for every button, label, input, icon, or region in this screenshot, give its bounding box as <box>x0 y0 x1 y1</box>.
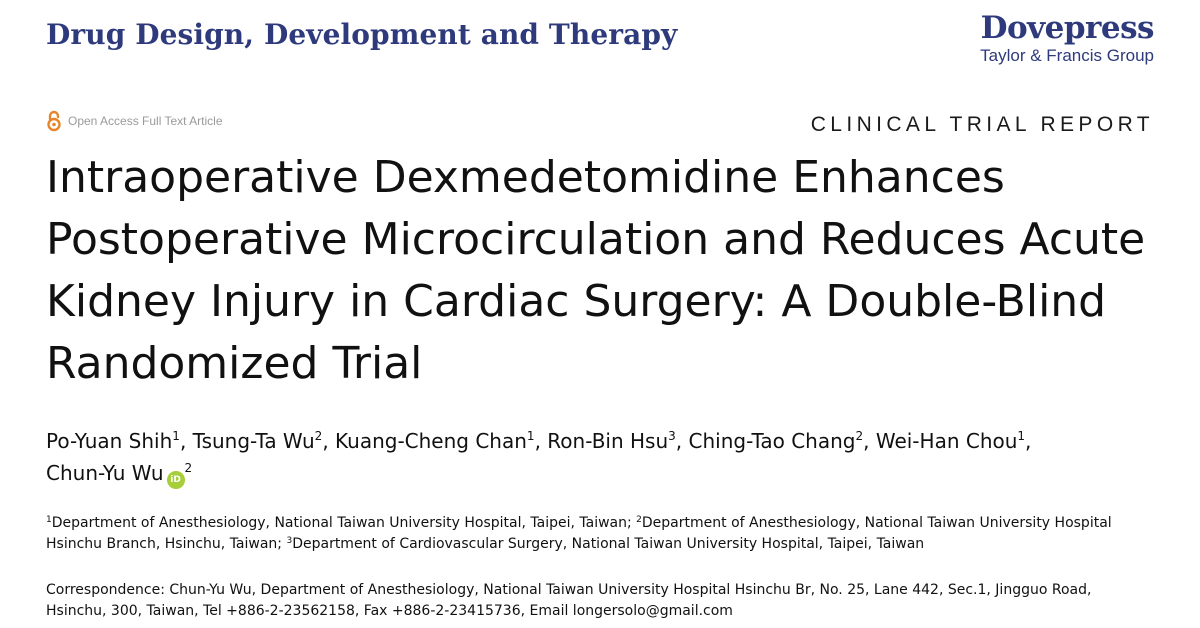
author-name[interactable]: Kuang-Cheng Chan$^1$, <box>335 429 541 453</box>
open-access-icon <box>46 110 62 132</box>
publisher-logo[interactable] <box>980 10 1154 66</box>
affiliation-marker: 2 <box>184 461 193 475</box>
author-name[interactable]: Ching-Tao Chang$^2$, <box>688 429 870 453</box>
affiliation-marker: 1 <box>1017 429 1026 443</box>
affiliation-marker: 1 <box>526 429 535 443</box>
affiliation-number: 2 <box>636 515 642 525</box>
affiliation-item <box>286 536 924 552</box>
article-type: CLINICAL TRIAL REPORT <box>810 113 1154 136</box>
affiliation-text: Department of Cardiovascular Surgery, National Taiwan University Hospital, Taipei, Taiwan <box>292 536 925 552</box>
author-list <box>46 425 1161 489</box>
orcid-icon[interactable]: iD <box>167 471 185 489</box>
author-name-text: Ron-Bin Hsu <box>547 429 669 453</box>
author-name-text: Kuang-Cheng Chan <box>335 429 527 453</box>
author-name-text: Wei-Han Chou <box>875 429 1018 453</box>
open-access-label: Open Access Full Text Article <box>68 114 223 128</box>
author-name-text: Ching-Tao Chang <box>688 429 856 453</box>
correspondence: Correspondence: Chun-Yu Wu, Department of Anesthesiology, National Taiwan University Hospital Hsinchu Br, No. 25, Lane 442, Sec.1, Jingguo Road, Hsinchu, 300, Taiwan, Tel +886-2-23562158, Fax +886-2-23415736, Email longersolo@gmail.com <box>46 582 1092 619</box>
open-access-badge <box>46 110 223 132</box>
article-title: Intraoperative Dexmedetomidine Enhances Postoperative Microcirculation and Reduces Acute Kidney Injury in Cardiac Surgery: A Double-Blind Randomized Trial <box>46 152 1146 389</box>
author-name[interactable]: Ron-Bin Hsu$^3$, <box>547 429 683 453</box>
affiliation-marker: 2 <box>314 429 323 443</box>
affiliation-item <box>46 515 632 531</box>
affiliations <box>46 513 1156 555</box>
affiliation-number: 3 <box>286 536 293 546</box>
author-name[interactable]: Po-Yuan Shih$^1$, <box>46 429 187 453</box>
affiliation-text: Department of Anesthesiology, National Taiwan University Hospital Hsinchu Branch, Hsinchu, Taiwan; <box>46 515 1112 552</box>
publisher-name: Dovepress <box>980 10 1154 46</box>
author-name-text: Tsung-Ta Wu <box>192 429 315 453</box>
affiliation-number: 1 <box>46 515 52 525</box>
affiliation-text: Department of Anesthesiology, National Taiwan University Hospital, Taipei, Taiwan; <box>51 515 632 531</box>
journal-title: Drug Design, Development and Therapy <box>46 18 678 51</box>
author-name-text: Chun-Yu Wu <box>46 461 164 485</box>
affiliation-marker: 1 <box>172 429 180 443</box>
affiliation-marker: 2 <box>855 429 864 443</box>
affiliation-marker: 3 <box>668 429 676 443</box>
publisher-group: Taylor & Francis Group <box>980 46 1154 65</box>
author-name[interactable]: Tsung-Ta Wu$^2$, <box>192 429 329 453</box>
author-name[interactable] <box>46 461 192 485</box>
author-name-text: Po-Yuan Shih <box>46 429 173 453</box>
author-name[interactable]: Wei-Han Chou$^1$, <box>875 429 1032 453</box>
